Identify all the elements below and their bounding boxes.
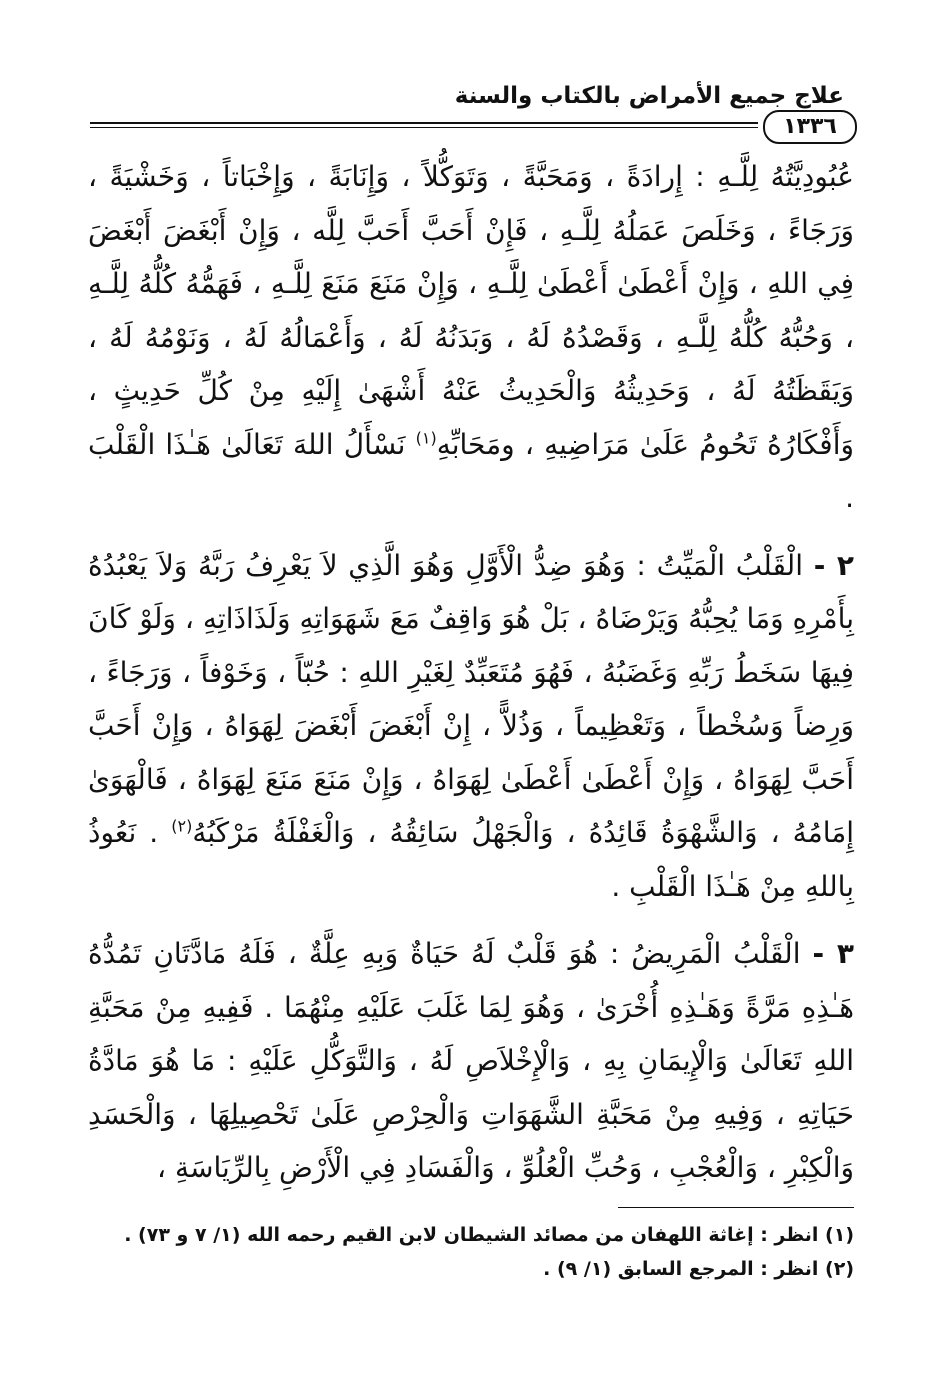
footnotes bbox=[120, 1218, 854, 1286]
main-text bbox=[88, 150, 854, 1195]
paragraph-1-text: عُبُودِيَّتُهُ لِلَّـهِ : إِرادَةً ، وَمَحَبَّةً ، وَتَوَكُّلاً ، وَإِنَابَةً ، وَإِخْبَاتاً ، وَخَشْيَةً ، وَرَجَاءً ، وَخَلَصَ عَمَلُهُ لِلَّـهِ ، فَإِنْ أَحَبَّ أَحَبَّ لِلَّه ، وَإِنْ أَبْغَضَ أَبْغَضَ فِي اللهِ ، وَإِنْ أَعْطَىٰ أَعْطَىٰ لِلَّـهِ ، وَإِنْ مَنَعَ مَنَعَ لِلَّـهِ ، فَهَمُّهُ كُلُّهُ لِلَّـهِ ، وَحُبُّهُ كُلُّهُ لِلَّـهِ ، وَقَصْدُهُ لَهُ ، وَبَدَنُهُ لَهُ ، وَأَعْمَالُهُ لَهُ ، وَنَوْمُهُ لَهُ ، وَيَقَظَتُهُ لَهُ ، وَحَدِيثُهُ وَالْحَدِيثُ عَنْهُ أَشْهَىٰ إِلَيْهِ مِنْ كُلِّ حَدِيثٍ ، وَأَفْكَارُهُ تَحُومُ عَلَىٰ مَرَاضِيهِ ، ومَحَابِّهِ bbox=[88, 160, 854, 461]
footnote-marker-1: (١) bbox=[415, 428, 437, 448]
paragraph-2 bbox=[88, 539, 854, 914]
footnote-separator bbox=[618, 1207, 854, 1208]
paragraph-1-ending: نَسْأَلُ اللهَ تَعَالَىٰ هَـٰذَا الْقَلْبَ . bbox=[88, 427, 854, 514]
paragraph-3 bbox=[88, 927, 854, 1195]
footnote-1: (١) انظر : إغاثة اللهفان من مصائد الشيطان لابن القيم رحمه الله (١/ ٧ و ٧٣) . bbox=[124, 1224, 854, 1246]
paragraph-1 bbox=[88, 150, 854, 525]
header-rule-secondary bbox=[90, 127, 758, 128]
running-title: علاج جميع الأمراض بالكتاب والسنة bbox=[454, 83, 844, 109]
paragraph-3-text: الْقَلْبُ الْمَرِيضُ : هُوَ قَلْبٌ لَهُ حَيَاةٌ وَبِهِ عِلَّةٌ ، فَلَهُ مَادَّتَانِ تَمُدُّهُ هَـٰذِهِ مَرَّةً وَهَـٰذِهِ أُخْرَىٰ ، وَهُوَ لِمَا غَلَبَ عَلَيْهِ مِنْهُمَا . فَفِيهِ مِنْ مَحَبَّةِ اللهِ تَعَالَىٰ وَالْإِيمَانِ بِهِ ، وَالْإِخْلاَصِ لَهُ ، وَالتَّوَكُّلِ عَلَيْهِ : مَا هُوَ مَادَّةُ حَيَاتِهِ ، وَفِيهِ مِنْ مَحَبَّةِ الشَّهَوَاتِ وَالْحِرْصِ عَلَىٰ تَحْصِيلِهَا ، وَالْحَسَدِ وَالْكِبْرِ ، وَالْعُجْبِ ، وَحُبِّ الْعُلُوِّ ، وَالْفَسَادِ فِي الْأَرْضِ بِالرِّيَاسَةِ ، bbox=[88, 937, 854, 1184]
paragraph-2-text: الْقَلْبُ الْمَيِّتُ : وَهُوَ ضِدُّ الْأَوَّلِ وَهُوَ الَّذِي لاَ يَعْرِفُ رَبَّهُ وَلاَ يَعْبُدُهُ بِأَمْرِهِ وَمَا يُحِبُّهُ وَيَرْضَاهُ ، بَلْ هُوَ وَاقِفٌ مَعَ شَهَوَاتِهِ وَلَذَاذَاتِهِ ، وَلَوْ كَانَ فِيهَا سَخَطُ رَبِّهِ وَغَضَبُهُ ، فَهُوَ مُتَعَبِّدٌ لِغَيْرِ اللهِ : حُبّاً ، وَخَوْفاً ، وَرَجَاءً ، وَرِضاً وَسُخْطاً ، وَتَعْظِيماً ، وَذُلاًّ ، إِنْ أَبْغَضَ أَبْغَضَ لِهَوَاهُ ، وَإِنْ أَحَبَّ أَحَبَّ لِهَوَاهُ ، وَإِنْ أَعْطَىٰ أَعْطَىٰ لِهَوَاهُ ، وَإِنْ مَنَعَ مَنَعَ لِهَوَاهُ ، فَالْهَوَىٰ إِمَامُهُ ، وَالشَّهْوَةُ قَائِدُهُ ، وَالْجَهْلُ سَائِقُهُ ، وَالْغَفْلَةُ مَرْكَبُهُ bbox=[88, 548, 855, 849]
paragraph-2-ending: . نَعُوذُ بِاللهِ مِنْ هَـٰذَا الْقَلْبِ . bbox=[88, 816, 854, 903]
footnote-2: (٢) انظر : المرجع السابق (١/ ٩) . bbox=[543, 1258, 854, 1280]
header-rule bbox=[90, 122, 758, 124]
page-number: ١٣٣٦ bbox=[763, 110, 857, 144]
paragraph-3-number: ٣ - bbox=[812, 937, 854, 970]
paragraph-2-number: ٢ - bbox=[813, 548, 854, 582]
footnote-marker-2: (٢) bbox=[171, 816, 193, 836]
